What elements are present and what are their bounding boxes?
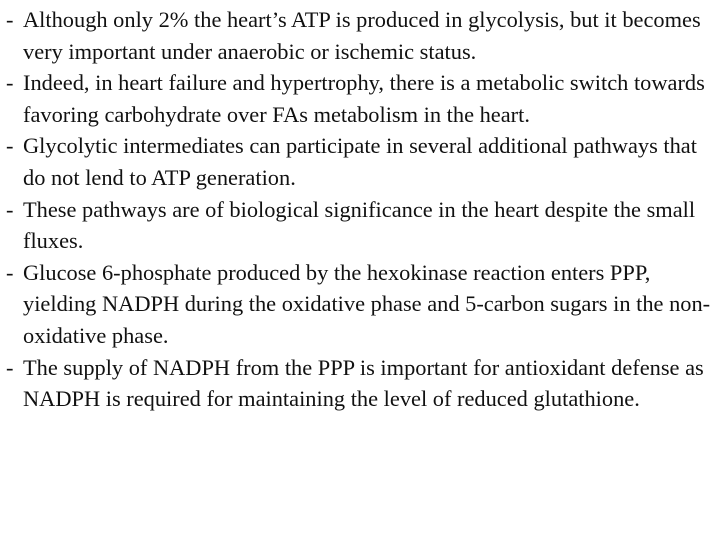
bullet-item	[6, 257, 718, 352]
bullet-text: Although only 2% the heart’s ATP is produced in glycolysis, but it becomes very important under anaerobic or ischemic status.	[23, 7, 701, 64]
bullet-marker: -	[6, 133, 14, 159]
bullet-text: These pathways are of biological significance in the heart despite the small fluxes.	[23, 196, 696, 254]
bullet-text: Glycolytic intermediates can participate in several additional pathways that do not lend to ATP generation.	[23, 133, 697, 190]
bullet-marker: -	[6, 7, 14, 32]
bullet-marker: -	[6, 259, 14, 285]
bullet-item	[6, 352, 718, 415]
bullet-text: Glucose 6-phosphate produced by the hexokinase reaction enters PPP, yielding NADPH during the oxidative phase and 5-carbon sugars in the non-oxidative phase.	[23, 259, 711, 348]
bullet-marker: -	[6, 70, 14, 96]
bullet-text: The supply of NADPH from the PPP is important for antioxidant defense as NADPH is required for maintaining the level of reduced glutathione.	[23, 354, 704, 412]
bullet-item	[6, 67, 718, 130]
bullet-item	[6, 130, 718, 193]
bullet-text: Indeed, in heart failure and hypertrophy, there is a metabolic switch towards favoring carbohydrate over FAs metabolism in the heart.	[23, 70, 705, 127]
bullet-item	[6, 194, 718, 257]
bullet-marker: -	[6, 196, 14, 222]
bullet-marker: -	[6, 354, 14, 380]
bullet-list	[6, 4, 718, 415]
bullet-item	[6, 4, 718, 67]
